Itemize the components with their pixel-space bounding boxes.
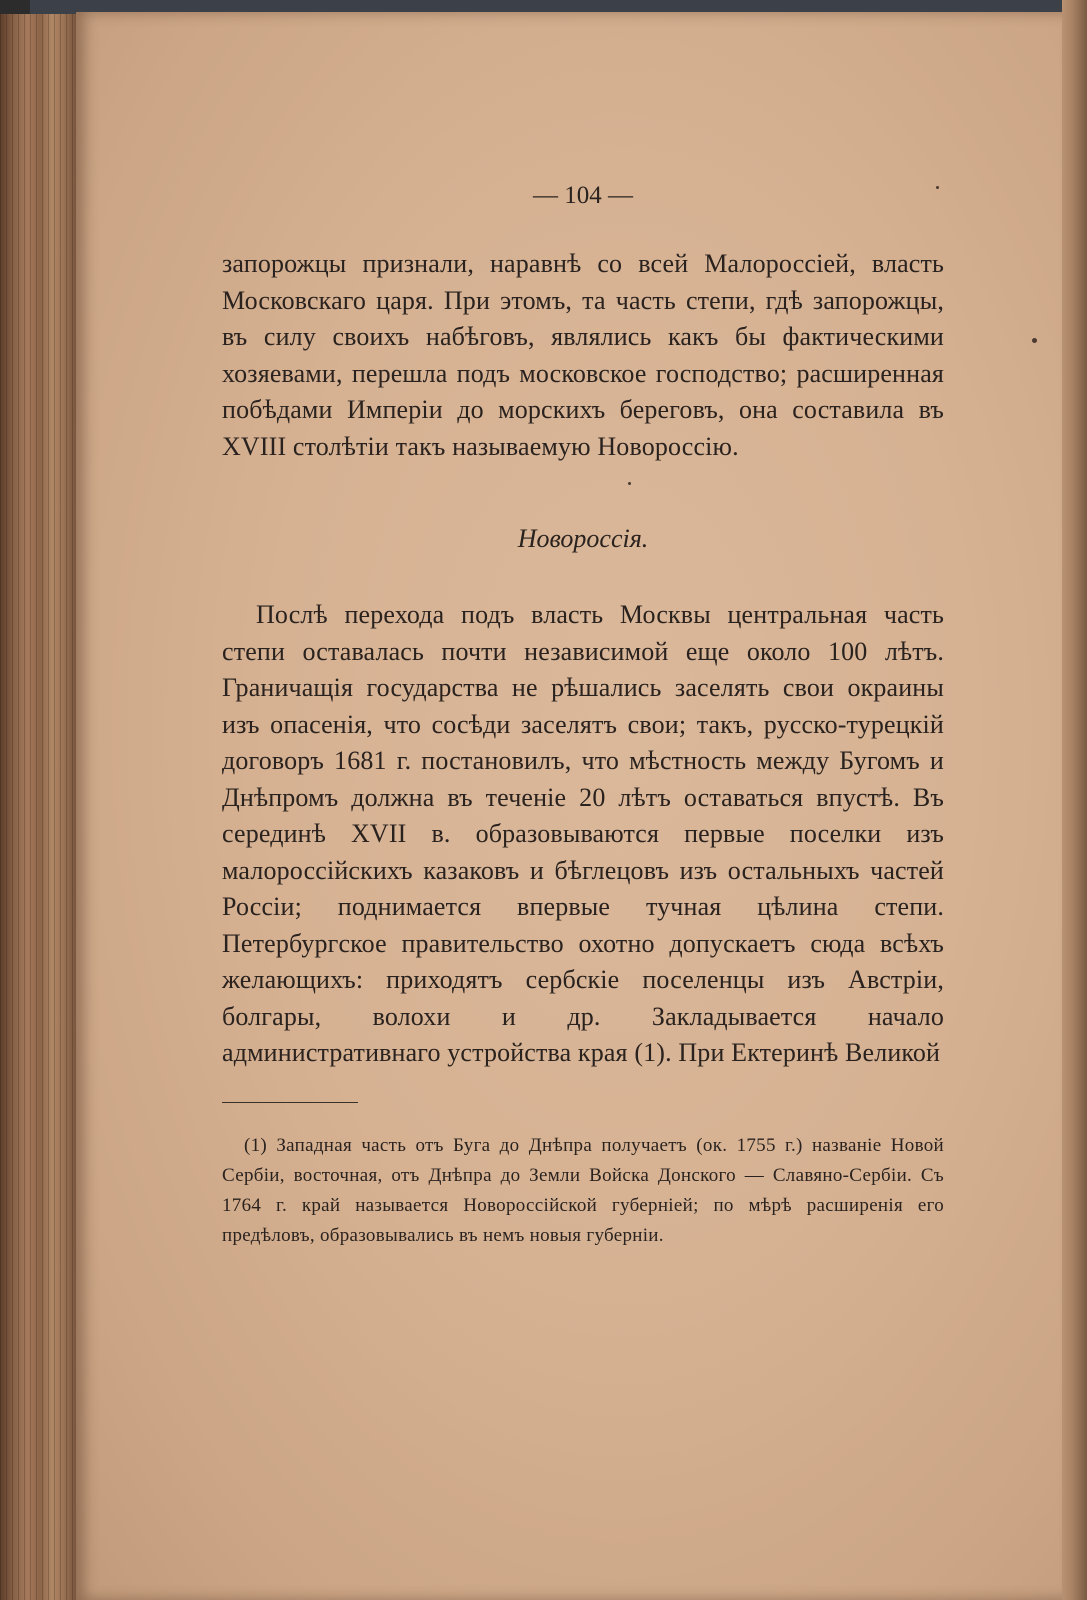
book-right-edge [1062, 0, 1087, 1600]
paragraph-main: Послѣ перехода подъ власть Москвы центральная часть степи оставалась почти независимой еще около 100 лѣтъ. Граничащія государства не рѣшались заселять свои окраины изъ опасенія, что сосѣди заселятъ свои; такъ, русско-турецкій договоръ 1681 г. постановилъ, что мѣстность между Бугомъ и Днѣпромъ должна въ теченіе 20 лѣтъ оставаться впустѣ. Въ серединѣ XVII в. образовываются первые поселки изъ малороссійскихъ казаковъ и бѣглецовъ изъ остальныхъ частей Россіи; поднимается впервые тучная цѣлина степи. Петербургское правительство охотно допускаетъ сюда всѣхъ желающихъ: приходятъ сербскіе поселенцы изъ Австріи, болгары, волохи и др. Закладывается начало административнаго устройства края (1). При Ектеринѣ Великой [222, 600, 944, 1067]
page-content [222, 176, 944, 1251]
section-heading: Новороссія. [517, 524, 649, 553]
page-number: — 104 — [533, 182, 633, 209]
footnote-divider [222, 1102, 358, 1103]
paragraph-intro: запорожцы признали, наравнѣ со всей Малороссіей, власть Московскаго царя. При этомъ, та часть степи, гдѣ запорожцы, въ силу своихъ набѣговъ, являлись какъ бы фактическими хозяевами, перешла подъ московское господство; расширенная побѣдами Имперіи до морскихъ береговъ, она составила въ XVIII столѣтіи такъ называемую Новороссію. [222, 249, 944, 461]
paper-speck [1032, 338, 1037, 343]
footnote: (1) Западная часть отъ Буга до Днѣпра получаетъ (ок. 1755 г.) названіе Новой Сербіи, восточная, отъ Днѣпра до Земли Войска Донского — Славяно-Сербіи. Съ 1764 г. край называется Новороссійской губерніей; по мѣрѣ расширенія его предѣловъ, образовывались въ немъ новыя губерніи. [222, 1134, 944, 1246]
page-edges-texture [0, 14, 80, 1600]
